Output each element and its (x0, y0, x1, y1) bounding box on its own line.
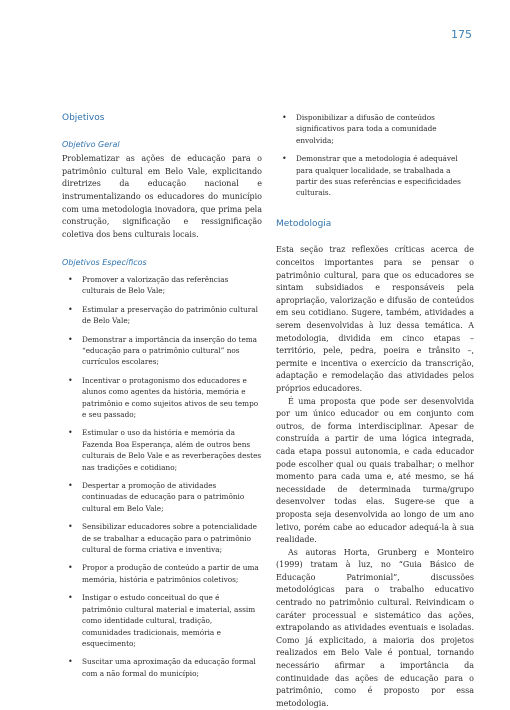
methodology-paragraph: As autoras Horta, Grunberg e Monteiro (1999) tratam à luz, no “Guia Básico de Educação Patrimonial”, discussões metodológicas para o trabalho educativo centrado no patrimônio cultural. Reivindicam o caráter processual e sistemático das ações, extrapolando as atividades eventuais e isoladas. Como já explicitado, a maioria dos projetos realizados em Belo Vale é pontual, tornando necessário afirmar a importância da continuidade das ações de educação para o patrimônio, como é proposto por essa metodologia. (276, 547, 474, 708)
specific-objectives-list (62, 274, 262, 679)
methodology-heading: Metodologia (276, 218, 332, 229)
objectives-heading: Objetivos (62, 113, 105, 123)
list-item: • Incentivar o protagonismo dos educadores e alunos como agentes da história, memória e patrimônio e como sujeitos ativos de seu tempo e seu passado; (62, 375, 262, 421)
left-column (62, 112, 262, 686)
list-item: • Demonstrar a importância da inserção do tema “educação para o patrimônio cultural” nos currículos escolares; (62, 334, 262, 368)
list-item: • Demonstrar que a metodologia é adequável para qualquer localidade, se trabalhada a partir des suas referências e especificidades culturais. (276, 153, 474, 199)
list-item: • Estimular a preservação do patrimônio cultural de Belo Vale; (62, 304, 262, 327)
list-item: • Promover a valorização das referências culturais de Belo Vale; (62, 274, 262, 297)
specific-objectives-list-continued (276, 112, 474, 199)
list-item: • Suscitar uma aproximação da educação formal com a não formal do município; (62, 656, 262, 679)
list-item: • Sensibilizar educadores sobre a potencialidade de se trabalhar a educação para o patrimônio cultural de forma criativa e inventiva; (62, 521, 262, 555)
list-item: • Estimular o uso da história e memória da Fazenda Boa Esperança, além de outros bens culturais de Belo Vale e as reverberações destes nas tradições e cotidiano; (62, 427, 262, 473)
list-item: • Instigar o estudo conceitual do que é patrimônio cultural material e imaterial, assim como identidade cultural, tradição, comunidades tradicionais, memória e esquecimento; (62, 592, 262, 649)
right-column (276, 108, 474, 710)
methodology-paragraph: É uma proposta que pode ser desenvolvida por um único educador ou em conjunto com outros, de forma interdisciplinar. Apesar de construída a partir de uma lógica integrada, cada etapa possui autonomia, e cada educador pode escolher qual ou quais trabalhar; o melhor momento para cada uma e, até mesmo, se há necessidade de determinada turma/grupo desenvolver todas elas. Sugere-se que a proposta seja desenvolvida ao longo de um ano letivo, porém cabe ao educador adequá-la à sua realidade. (276, 396, 474, 545)
general-objective-text: Problematizar as ações de educação para o patrimônio cultural em Belo Vale, explicitando diretrizes da educação nacional e instrumentalizando os educadores do município com uma metodologia inovadora, que prima pela construção, significação e ressignificação coletiva dos bens culturais locais. (62, 154, 262, 239)
list-item: • Propor a produção de conteúdo a partir de uma memória, história e patrimônios coletivos; (62, 562, 262, 585)
list-item: • Disponibilizar a difusão de conteúdos significativos para toda a comunidade envolvida; (276, 112, 474, 146)
general-objective-heading: Objetivo Geral (62, 139, 120, 149)
methodology-paragraph: Esta seção traz reflexões críticas acerca de conceitos importantes para se pensar o patrimônio cultural, para que os educadores se sintam subsidiados e responsáveis pela apropriação, valorização e difusão de conteúdos em seu cotidiano. Sugere, também, atividades a serem desenvolvidas à luz dessa temática. A metodologia, dividida em cinco etapas – território, pele, pedra, poeira e trânsito –, permite e incentiva o exercício da transcrição, adaptação e remodelação das atividades pelos próprios educadores. (276, 245, 474, 393)
specific-objectives-heading: Objetivos Específicos (62, 258, 147, 268)
list-item: • Despertar a promoção de atividades continuadas de educação para o patrimônio cultural em Belo Vale; (62, 480, 262, 514)
page-number: 175 (451, 28, 472, 41)
